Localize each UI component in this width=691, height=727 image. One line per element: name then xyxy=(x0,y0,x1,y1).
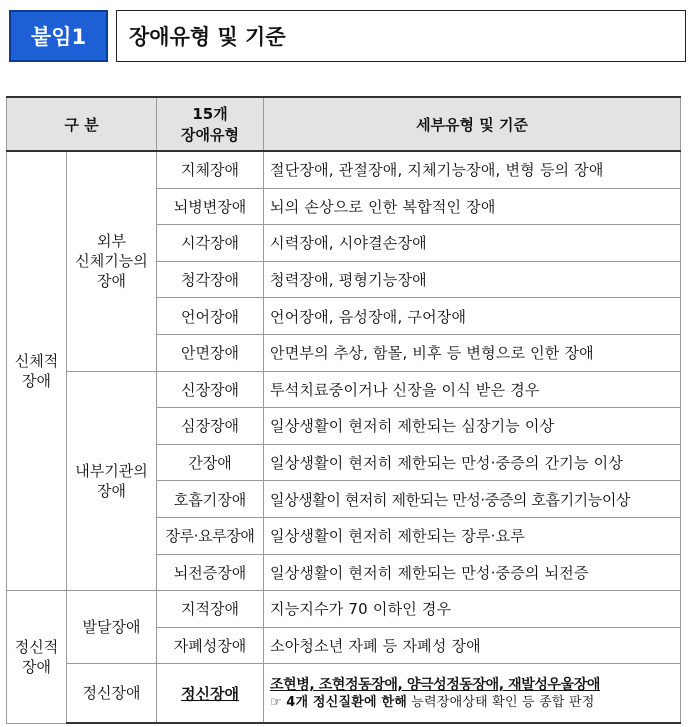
group-psychiatric: 정신장애 xyxy=(67,664,157,724)
type-cell: 호흡기장애 xyxy=(157,481,264,518)
header-category: 구 분 xyxy=(7,97,157,151)
group-physical: 신체적 장애 xyxy=(7,151,67,591)
desc-cell: 시력장애, 시야결손장애 xyxy=(264,225,681,262)
type-cell: 언어장애 xyxy=(157,298,264,335)
note-bold: 4개 정신질환에 한해 xyxy=(286,695,407,711)
desc-cell: 안면부의 추상, 함몰, 비후 등 변형으로 인한 장애 xyxy=(264,334,681,371)
table-row xyxy=(7,371,681,408)
type-cell: 뇌병변장애 xyxy=(157,188,264,225)
type-cell: 청각장애 xyxy=(157,261,264,298)
type-cell: 지체장애 xyxy=(157,151,264,188)
desc-cell: 절단장애, 관절장애, 지체기능장애, 변형 등의 장애 xyxy=(264,151,681,188)
note-rest: 능력장애상태 확인 등 종합 판정 xyxy=(406,695,595,711)
desc-psychiatric-note xyxy=(270,694,680,712)
desc-cell: 뇌의 손상으로 인한 복합적인 장애 xyxy=(264,188,681,225)
page-title: 장애유형 및 기준 xyxy=(116,10,686,62)
desc-psychiatric-main: 조현병, 조현정동장애, 양극성정동장애, 재발성우울장애 xyxy=(270,677,601,694)
type-cell: 자폐성장애 xyxy=(157,627,264,664)
table-row xyxy=(7,664,681,724)
desc-cell: 투석치료중이거나 신장을 이식 받은 경우 xyxy=(264,371,681,408)
group-internal: 내부기관의 장애 xyxy=(67,371,157,591)
type-psychiatric-emphasis: 정신장애 xyxy=(181,684,239,703)
desc-cell: 일상생활이 현저히 제한되는 만성·중증의 호흡기기능이상 xyxy=(264,481,681,518)
desc-cell: 지능지수가 70 이하인 경우 xyxy=(264,591,681,628)
type-cell: 간장애 xyxy=(157,444,264,481)
desc-cell: 소아청소년 자폐 등 자폐성 장애 xyxy=(264,627,681,664)
desc-cell: 언어장애, 음성장애, 구어장애 xyxy=(264,298,681,335)
table-header-row xyxy=(7,97,681,151)
desc-cell: 일상생활이 현저히 제한되는 만성·중증의 뇌전증 xyxy=(264,554,681,591)
desc-cell: 일상생활이 현저히 제한되는 심장기능 이상 xyxy=(264,408,681,445)
group-mental: 정신적 장애 xyxy=(7,591,67,724)
type-cell: 장루·요루장애 xyxy=(157,517,264,554)
desc-cell: 일상생활이 현저히 제한되는 장루·요루 xyxy=(264,517,681,554)
header xyxy=(8,8,686,64)
desc-cell: 청력장애, 평형기능장애 xyxy=(264,261,681,298)
desc-cell: 일상생활이 현저히 제한되는 만성·중증의 간기능 이상 xyxy=(264,444,681,481)
pointing-hand-icon: ☞ xyxy=(270,695,287,711)
type-cell: 안면장애 xyxy=(157,334,264,371)
type-cell: 시각장애 xyxy=(157,225,264,262)
desc-cell xyxy=(264,664,681,724)
header-detail: 세부유형 및 기준 xyxy=(264,97,681,151)
type-cell: 뇌전증장애 xyxy=(157,554,264,591)
attachment-badge: 붙임1 xyxy=(9,10,108,62)
header-15-types-line2: 장애유형 xyxy=(181,126,239,144)
group-developmental: 발달장애 xyxy=(67,591,157,664)
header-15-types-line1: 15개 xyxy=(192,105,228,123)
type-cell: 신장장애 xyxy=(157,371,264,408)
type-cell xyxy=(157,664,264,724)
group-external: 외부 신체기능의 장애 xyxy=(67,151,157,371)
type-cell: 지적장애 xyxy=(157,591,264,628)
type-cell: 심장장애 xyxy=(157,408,264,445)
table-row xyxy=(7,151,681,188)
header-15-types xyxy=(157,97,264,151)
disability-types-table xyxy=(6,96,681,724)
table-row xyxy=(7,591,681,628)
